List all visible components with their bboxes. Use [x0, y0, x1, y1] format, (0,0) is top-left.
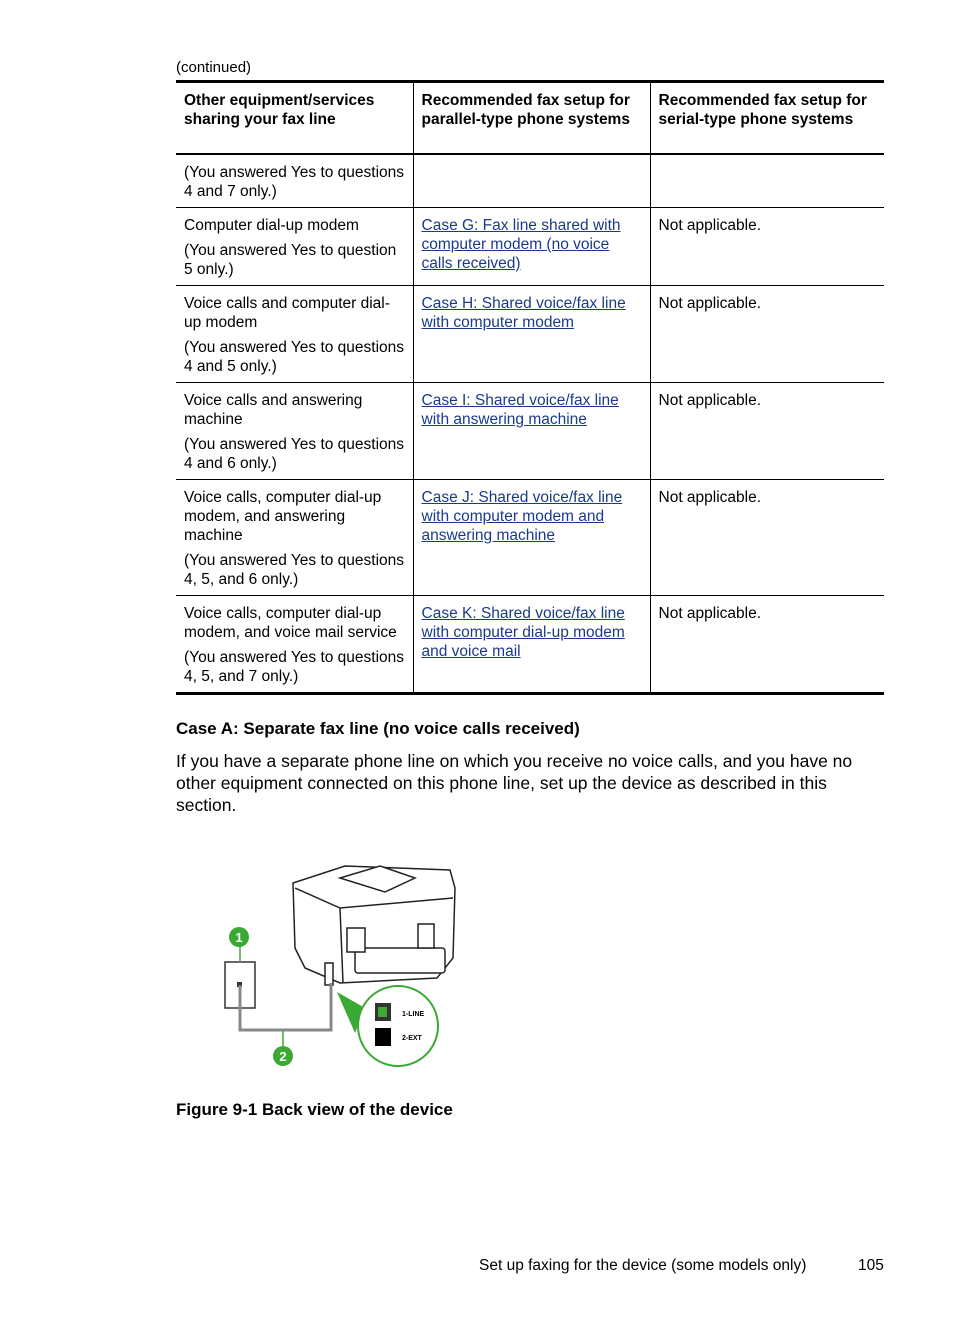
- footer-text: Set up faxing for the device (some models only): [479, 1257, 807, 1274]
- row-equipment: Voice calls and computer dial-up modem: [184, 295, 390, 331]
- row-serial: Not applicable.: [650, 286, 884, 383]
- row-note: (You answered Yes to questions 4 and 7 only.): [184, 164, 405, 200]
- figure-caption: Figure 9-1 Back view of the device: [176, 1100, 453, 1119]
- link-case-g[interactable]: Case G: Fax line shared with computer modem (no voice calls received): [421, 217, 621, 272]
- section-body: If you have a separate phone line on which you receive no voice calls, and you have no other equipment connected on this phone line, set up the device as described in this section.: [176, 751, 853, 815]
- header-parallel: Recommended fax setup for parallel-type phone systems: [413, 82, 650, 155]
- row-equipment: Voice calls, computer dial-up modem, and answering machine: [184, 489, 382, 544]
- row-note: (You answered Yes to questions 4 and 5 only.): [184, 339, 405, 375]
- link-case-j[interactable]: Case J: Shared voice/fax line with computer modem and answering machine: [421, 489, 623, 544]
- section-heading: Case A: Separate fax line (no voice calls received): [176, 719, 580, 738]
- port-label-ext: 2-EXT: [402, 1035, 422, 1042]
- table-row: [176, 154, 884, 208]
- link-case-k[interactable]: Case K: Shared voice/fax line with computer dial-up modem and voice mail: [421, 605, 625, 660]
- table-row: [176, 286, 884, 383]
- row-note: (You answered Yes to question 5 only.): [184, 242, 397, 278]
- page-number: 105: [858, 1257, 884, 1274]
- callout-1: 1: [235, 930, 243, 945]
- fax-setup-table: [176, 80, 884, 695]
- back-view-figure: [215, 858, 465, 1073]
- row-note: (You answered Yes to questions 4, 5, and 6 only.): [184, 552, 405, 588]
- ext-port-icon: [375, 1028, 391, 1046]
- callout-2: 2: [279, 1049, 287, 1064]
- port-label-line: 1-LINE: [402, 1011, 425, 1018]
- table-row: [176, 596, 884, 694]
- link-case-i[interactable]: Case I: Shared voice/fax line with answering machine: [421, 392, 619, 428]
- row-serial: Not applicable.: [650, 596, 884, 694]
- row-serial: Not applicable.: [650, 383, 884, 480]
- table-row: [176, 383, 884, 480]
- printer-illustration: [293, 866, 455, 985]
- link-case-h[interactable]: Case H: Shared voice/fax line with computer modem: [421, 295, 626, 331]
- port-zoom-circle: [358, 986, 438, 1066]
- table-header-row: [176, 82, 884, 155]
- header-equipment: Other equipment/services sharing your fax line: [176, 82, 413, 155]
- table-row: [176, 480, 884, 596]
- continued-label: (continued): [176, 59, 252, 76]
- row-equipment: Voice calls and answering machine: [184, 392, 363, 428]
- row-equipment: Voice calls, computer dial-up modem, and voice mail service: [184, 605, 397, 641]
- row-note: (You answered Yes to questions 4, 5, and 7 only.): [184, 649, 405, 685]
- table-row: [176, 208, 884, 286]
- row-serial: Not applicable.: [650, 480, 884, 596]
- row-note: (You answered Yes to questions 4 and 6 only.): [184, 436, 405, 472]
- row-serial: Not applicable.: [650, 208, 884, 286]
- header-serial: Recommended fax setup for serial-type phone systems: [650, 82, 884, 155]
- row-equipment: Computer dial-up modem: [184, 217, 359, 234]
